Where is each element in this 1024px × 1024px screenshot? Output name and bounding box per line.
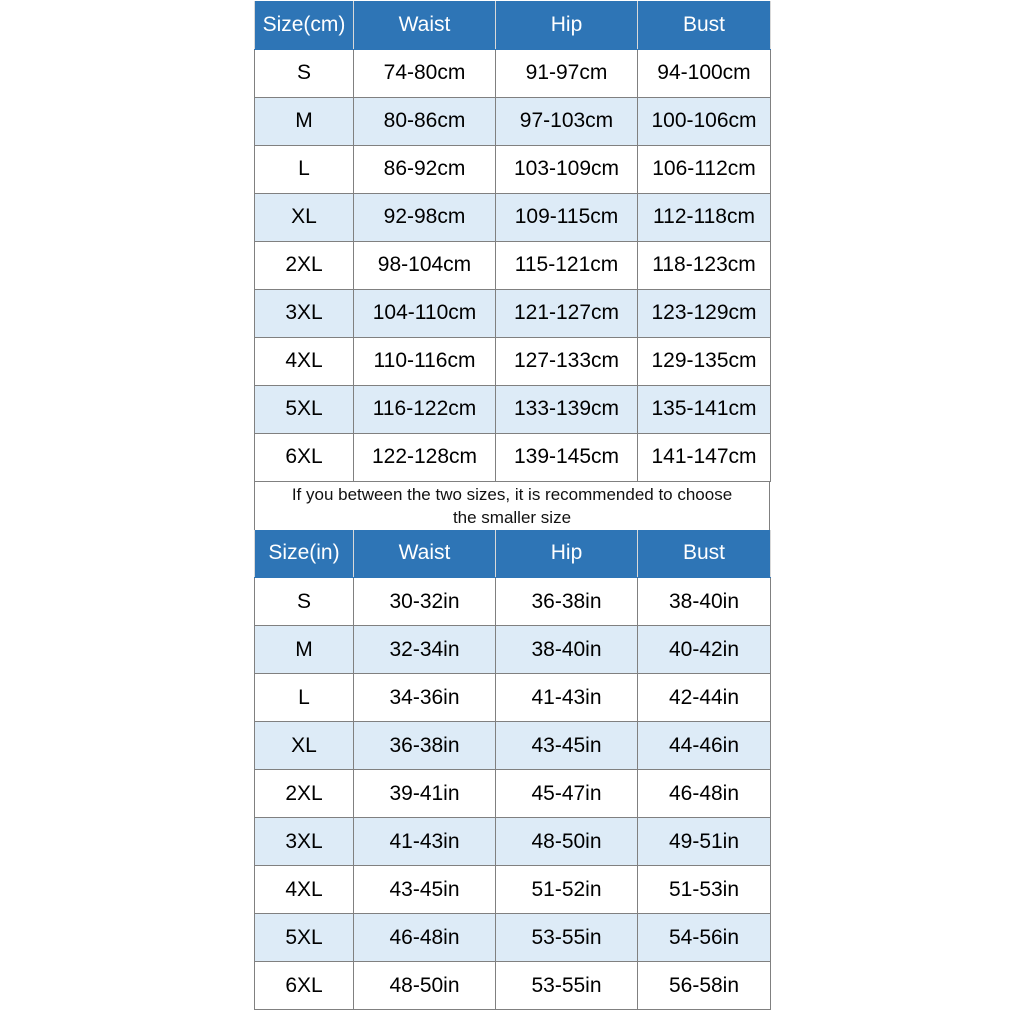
header-hip: Hip — [496, 1, 638, 49]
size-cell: S — [255, 578, 354, 626]
size-cell: 5XL — [255, 914, 354, 962]
waist-cell: 80-86cm — [354, 97, 496, 145]
bust-cell: 106-112cm — [638, 145, 771, 193]
hip-cell: 51-52in — [496, 866, 638, 914]
table-row — [255, 145, 771, 193]
table-row — [255, 818, 771, 866]
waist-cell: 122-128cm — [354, 433, 496, 481]
hip-cell: 41-43in — [496, 674, 638, 722]
bust-cell: 135-141cm — [638, 385, 771, 433]
waist-cell: 32-34in — [354, 626, 496, 674]
waist-cell: 39-41in — [354, 770, 496, 818]
header-bust: Bust — [638, 1, 771, 49]
size-recommendation-note — [254, 482, 770, 530]
hip-cell: 91-97cm — [496, 49, 638, 97]
waist-cell: 48-50in — [354, 962, 496, 1010]
bust-cell: 54-56in — [638, 914, 771, 962]
size-cell: 6XL — [255, 433, 354, 481]
hip-cell: 38-40in — [496, 626, 638, 674]
waist-cell: 74-80cm — [354, 49, 496, 97]
note-line-2: the smaller size — [452, 507, 572, 527]
waist-cell: 34-36in — [354, 674, 496, 722]
bust-cell: 40-42in — [638, 626, 771, 674]
size-cell: S — [255, 49, 354, 97]
size-cell: 5XL — [255, 385, 354, 433]
table-row — [255, 49, 771, 97]
size-cell: 4XL — [255, 866, 354, 914]
size-cell: 6XL — [255, 962, 354, 1010]
bust-cell: 123-129cm — [638, 289, 771, 337]
size-cell: 2XL — [255, 770, 354, 818]
table-row — [255, 97, 771, 145]
hip-cell: 109-115cm — [496, 193, 638, 241]
bust-cell: 118-123cm — [638, 241, 771, 289]
hip-cell: 53-55in — [496, 914, 638, 962]
bust-cell: 129-135cm — [638, 337, 771, 385]
hip-cell: 53-55in — [496, 962, 638, 1010]
table-row — [255, 433, 771, 481]
table-row — [255, 385, 771, 433]
size-cell: 2XL — [255, 241, 354, 289]
bust-cell: 141-147cm — [638, 433, 771, 481]
table-row — [255, 914, 771, 962]
waist-cell: 116-122cm — [354, 385, 496, 433]
size-cell: L — [255, 674, 354, 722]
bust-cell: 94-100cm — [638, 49, 771, 97]
waist-cell: 110-116cm — [354, 337, 496, 385]
waist-cell: 92-98cm — [354, 193, 496, 241]
note-line-1: If you between the two sizes, it is recommended to choose — [291, 484, 733, 504]
hip-cell: 103-109cm — [496, 145, 638, 193]
header-size: Size(cm) — [255, 1, 354, 49]
size-table-cm — [254, 1, 771, 482]
table-row — [255, 770, 771, 818]
table-row — [255, 289, 771, 337]
size-table-in — [254, 530, 771, 1011]
waist-cell: 98-104cm — [354, 241, 496, 289]
size-cell: XL — [255, 722, 354, 770]
hip-cell: 115-121cm — [496, 241, 638, 289]
waist-cell: 43-45in — [354, 866, 496, 914]
table-row — [255, 626, 771, 674]
bust-cell: 46-48in — [638, 770, 771, 818]
table-row — [255, 722, 771, 770]
hip-cell: 133-139cm — [496, 385, 638, 433]
hip-cell: 139-145cm — [496, 433, 638, 481]
waist-cell: 46-48in — [354, 914, 496, 962]
table-row — [255, 674, 771, 722]
waist-cell: 104-110cm — [354, 289, 496, 337]
header-hip: Hip — [496, 530, 638, 578]
table-row — [255, 962, 771, 1010]
bust-cell: 49-51in — [638, 818, 771, 866]
table-header-row — [255, 1, 771, 49]
bust-cell: 44-46in — [638, 722, 771, 770]
waist-cell: 41-43in — [354, 818, 496, 866]
hip-cell: 121-127cm — [496, 289, 638, 337]
hip-cell: 36-38in — [496, 578, 638, 626]
size-cell: 3XL — [255, 818, 354, 866]
header-bust: Bust — [638, 530, 771, 578]
table-header-row — [255, 530, 771, 578]
bust-cell: 100-106cm — [638, 97, 771, 145]
size-cell: XL — [255, 193, 354, 241]
waist-cell: 86-92cm — [354, 145, 496, 193]
hip-cell: 45-47in — [496, 770, 638, 818]
header-size: Size(in) — [255, 530, 354, 578]
waist-cell: 36-38in — [354, 722, 496, 770]
table-row — [255, 337, 771, 385]
size-cell: 4XL — [255, 337, 354, 385]
table-row — [255, 241, 771, 289]
table-row — [255, 866, 771, 914]
hip-cell: 127-133cm — [496, 337, 638, 385]
header-waist: Waist — [354, 530, 496, 578]
hip-cell: 48-50in — [496, 818, 638, 866]
size-cell: M — [255, 97, 354, 145]
size-chart — [254, 1, 770, 1010]
header-waist: Waist — [354, 1, 496, 49]
bust-cell: 56-58in — [638, 962, 771, 1010]
hip-cell: 97-103cm — [496, 97, 638, 145]
size-cell: M — [255, 626, 354, 674]
hip-cell: 43-45in — [496, 722, 638, 770]
table-row — [255, 578, 771, 626]
bust-cell: 51-53in — [638, 866, 771, 914]
size-cell: L — [255, 145, 354, 193]
bust-cell: 112-118cm — [638, 193, 771, 241]
table-row — [255, 193, 771, 241]
waist-cell: 30-32in — [354, 578, 496, 626]
size-cell: 3XL — [255, 289, 354, 337]
bust-cell: 38-40in — [638, 578, 771, 626]
bust-cell: 42-44in — [638, 674, 771, 722]
